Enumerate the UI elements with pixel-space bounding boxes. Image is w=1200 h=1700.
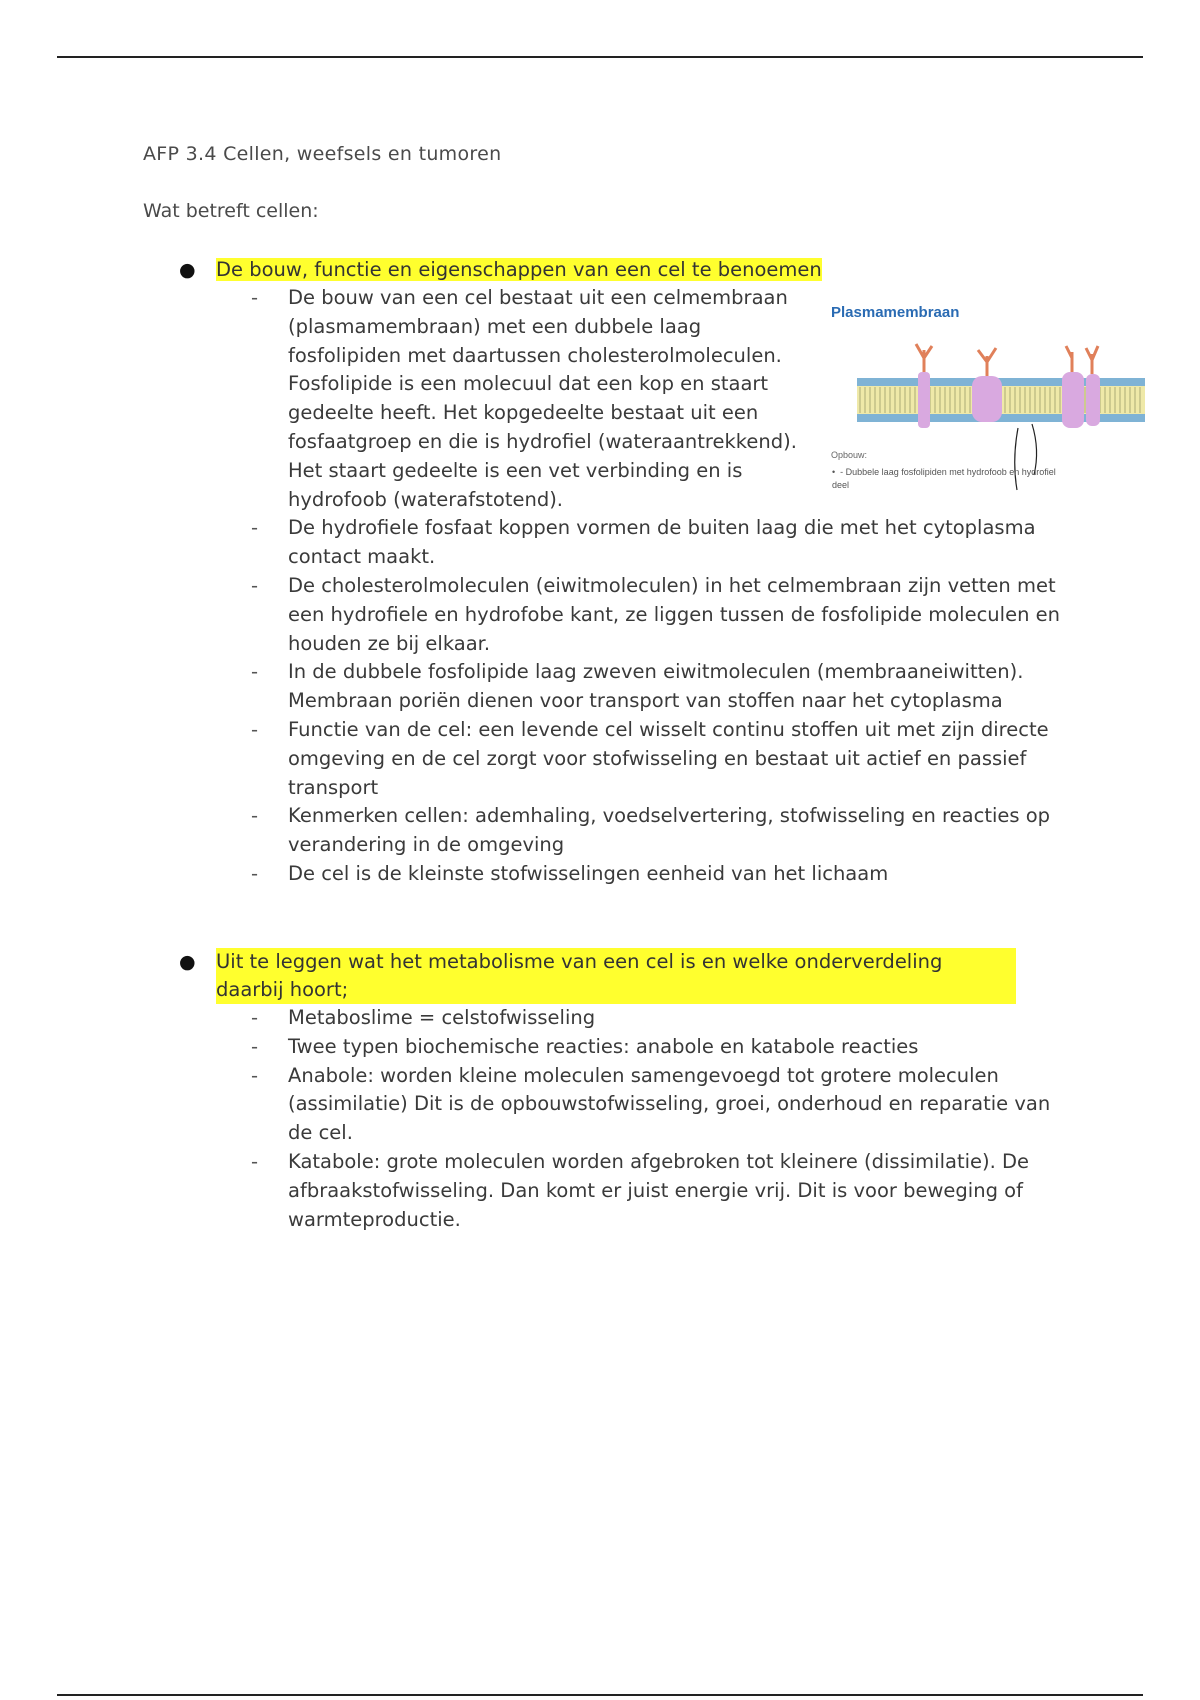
list-item: - Twee typen biochemische reacties: anabole en katabole reacties bbox=[143, 1033, 1063, 1062]
dash-icon: - bbox=[251, 516, 259, 540]
dash-icon: - bbox=[251, 1063, 259, 1087]
list-item: - De cholesterolmoleculen (eiwitmoleculen) in het celmembraan zijn vetten met een hydrofiele en hydrofobe kant, ze liggen tussen de fosfolipide moleculen en houden ze bij elkaar. bbox=[251, 573, 1060, 655]
dash-icon: - bbox=[251, 861, 259, 885]
page-bottom-rule bbox=[57, 1694, 1143, 1696]
dash-icon: - bbox=[251, 717, 259, 741]
list-item: - Anabole: worden kleine moleculen samengevoegd tot grotere moleculen (assimilatie) Dit is de opbouwstofwisseling, groei, onderhoud en reparatie van de cel. bbox=[251, 1063, 1051, 1145]
dash-icon: - bbox=[251, 660, 259, 684]
section-heading bbox=[143, 948, 1116, 1004]
dash-icon: - bbox=[251, 1034, 259, 1058]
list-item: - De bouw van een cel bestaat uit een celmembraan (plasmamembraan) met een dubbele laag fosfolipiden met daartussen cholesterolmoleculen. Fosfolipide is een molecuul dat een kop en staart gedeelte heeft. Het kopgedeelte bestaat uit een fosfaatgroep en die is hydrofiel (wateraantrekkend). Het staart gedeelte is een vet verbinding en is hydrofoob (waterafstotend). bbox=[251, 286, 797, 511]
glycoproteins bbox=[916, 344, 1098, 376]
highlighted-heading: Uit te leggen wat het metabolisme van een cel is en welke onderverdeling daarbij hoort; bbox=[216, 948, 1016, 1004]
section-heading bbox=[143, 256, 1063, 284]
section-metabolism bbox=[143, 948, 1063, 1234]
list-item: - De cel is de kleinste stofwisselingen eenheid van het lichaam bbox=[143, 860, 1063, 889]
document-title: AFP 3.4 Cellen, weefsels en tumoren bbox=[143, 143, 502, 165]
figure-caption-label: Opbouw: bbox=[831, 450, 868, 460]
list-item: - In de dubbele fosfolipide laag zweven eiwitmoleculen (membraaneiwitten). Membraan poriën dienen voor transport van stoffen naar het cytoplasma bbox=[251, 660, 1024, 713]
list-item: - Metaboslime = celstofwisseling bbox=[143, 1004, 1063, 1033]
dash-icon: - bbox=[251, 573, 259, 597]
highlighted-heading: De bouw, functie en eigenschappen van een cel te benoemen bbox=[216, 258, 822, 281]
plasma-membrane-figure bbox=[822, 300, 1152, 498]
document-intro: Wat betreft cellen: bbox=[143, 200, 319, 222]
list-item: - Katabole: grote moleculen worden afgebroken tot kleinere (dissimilatie). De afbraakstofwisseling. Dan komt er juist energie vrij. Dit is voor beweging of warmteproductie. bbox=[251, 1149, 1030, 1231]
dash-icon: - bbox=[251, 804, 259, 828]
dash-list bbox=[143, 1004, 1063, 1234]
list-item: - De hydrofiele fosfaat koppen vormen de buiten laag die met het cytoplasma contact maakt. bbox=[251, 516, 1036, 569]
page-top-rule bbox=[57, 56, 1143, 58]
dash-icon: - bbox=[251, 286, 259, 309]
list-item: - Functie van de cel: een levende cel wisselt continu stoffen uit met zijn directe omgeving en de cel zorgt voor stofwisseling en bestaat uit actief en passief transport bbox=[251, 717, 1049, 799]
figure-caption-item: • - Dubbele laag fosfolipiden met hydrofoob en hydrofiel deel bbox=[832, 467, 1056, 490]
dash-icon: - bbox=[251, 1149, 259, 1173]
figure-title: Plasmamembraan bbox=[831, 304, 960, 321]
bullet-dot-icon: ● bbox=[179, 951, 196, 973]
dash-icon: - bbox=[251, 1006, 259, 1029]
list-item: - Kenmerken cellen: ademhaling, voedselvertering, stofwisseling en reacties op verandering in de omgeving bbox=[251, 804, 1051, 857]
bullet-dot-icon: ● bbox=[179, 259, 196, 281]
